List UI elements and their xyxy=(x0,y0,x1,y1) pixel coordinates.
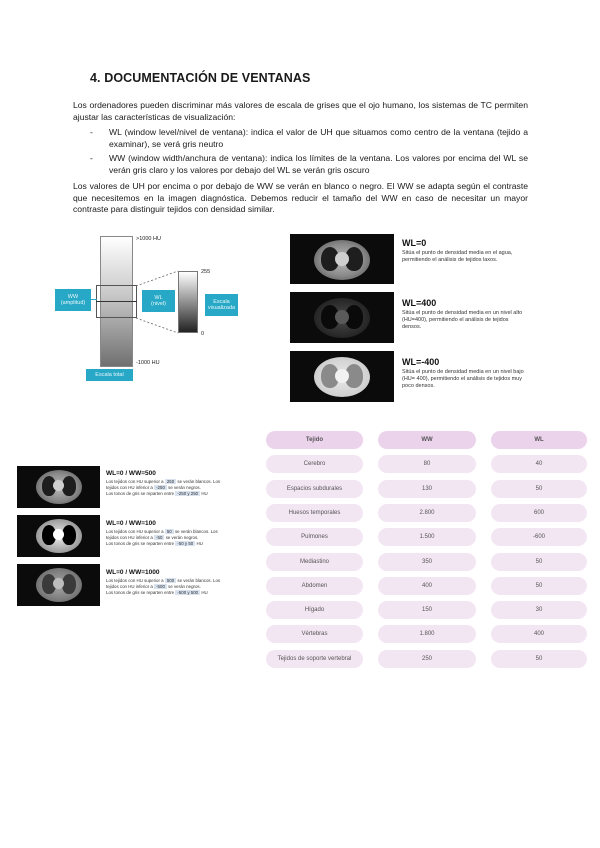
table-cell: Pulmones xyxy=(266,528,363,546)
wl-box-label: WL xyxy=(154,294,163,301)
ct-image-ww100 xyxy=(17,515,100,557)
table-cell: Huesos temporales xyxy=(266,504,363,522)
min-gray-label: 0 xyxy=(201,331,205,337)
table-cell: -600 xyxy=(491,528,587,546)
wl400-info xyxy=(402,298,526,330)
visible-scale-sub: visualizada xyxy=(207,305,236,311)
ww1000-info xyxy=(106,569,260,595)
bullet-ww xyxy=(90,153,528,176)
table-cell: 50 xyxy=(491,480,587,498)
table-cell: 30 xyxy=(491,601,587,619)
table-cell: Espacios subdurales xyxy=(266,480,363,498)
bullet-wl xyxy=(90,127,528,150)
ww-box xyxy=(55,289,91,311)
bullet-dash: - xyxy=(90,127,93,137)
table-cell: 250 xyxy=(378,650,476,668)
table-cell: Mediastino xyxy=(266,553,363,571)
wl-400-title: WL=-400 xyxy=(402,357,440,367)
wl-400-info xyxy=(402,357,526,389)
bottom-hu-label: -1000 HU xyxy=(136,360,160,366)
visible-scale-box xyxy=(205,294,238,316)
closing-paragraph: Los valores de UH por encima o por debajo de WW se verán en blanco o negro. El WW se adapta según el contraste que necesitemos en la imagen diagnóstica. Debemos reducir el tamaño del WW en caso de necesitar un mayor contraste para distinguir tejidos con densidad similar. xyxy=(73,181,528,215)
table-cell: Abdomen xyxy=(266,577,363,595)
ct-image-wl-400 xyxy=(290,351,394,402)
ww100-title: WL=0 / WW=100 xyxy=(106,520,156,527)
ct-image-ww1000 xyxy=(17,564,100,606)
bullet-wl-text: WL (window level/nivel de ventana): indica el valor de UH que situamos como centro de la ventana (tejido a examinar), se verá gris neutro xyxy=(109,127,528,149)
ww500-desc: Los tejidos con HU superior a 250 se verán blancos. Los tejidos con HU inferior a -250 se verán negros. Los tonos de gris se reparten entre -250 y 250 HU xyxy=(106,479,221,496)
table-cell: Cerebro xyxy=(266,455,363,473)
bullet-ww-text: WW (window width/anchura de ventana): indica los límites de la ventana. Los valores por encima del WL se verán gris claro y los valores por debajo del WL se verán gris oscuro xyxy=(109,153,528,175)
table-cell: 50 xyxy=(491,650,587,668)
wl-box xyxy=(142,290,175,312)
ww500-title: WL=0 / WW=500 xyxy=(106,470,156,477)
wl-box-sub: (nivel) xyxy=(151,301,166,307)
ww-connector xyxy=(91,299,97,300)
wl400-desc: Sitúa el punto de densidad media en un nivel alto (HU=400), permitiendo el análisis de tejidos densos. xyxy=(402,310,523,330)
ct-image-ww500 xyxy=(17,466,100,508)
table-cell: 50 xyxy=(491,553,587,571)
table-cell: 400 xyxy=(491,625,587,643)
total-scale-box xyxy=(86,369,133,381)
wl-400-desc: Sitúa el punto de densidad media en un nivel bajo (HU= 400), permitiendo el análisis de tejidos muy poco densos. xyxy=(402,369,524,389)
table-header-cell: Tejido xyxy=(266,431,363,449)
ww1000-title: WL=0 / WW=1000 xyxy=(106,569,160,576)
window-center-line xyxy=(96,301,137,302)
table-header-cell: WL xyxy=(491,431,587,449)
table-cell: 1.800 xyxy=(378,625,476,643)
ww100-desc: Los tejidos con HU superior a 50 se verán blancos. Los tejidos con HU inferior a -50 se verán negros. Los tonos de gris se reparten entre -50 y 50 HU xyxy=(106,529,218,546)
table-cell: 600 xyxy=(491,504,587,522)
ww100-info xyxy=(106,520,260,546)
table-cell: 80 xyxy=(378,455,476,473)
wl0-desc: Sitúa el punto de densidad media en el agua, permitiendo el análisis de tejidos laxos. xyxy=(402,250,513,263)
max-gray-label: 255 xyxy=(201,269,211,275)
table-cell: 150 xyxy=(378,601,476,619)
ww1000-desc: Los tejidos con HU superior a 500 se verán blancos. Los tejidos con HU inferior a -500 se verán negros. Los tonos de gris se reparten entre -500 y 500 HU xyxy=(106,578,221,595)
wl400-title: WL=400 xyxy=(402,298,437,308)
ww500-info xyxy=(106,470,260,496)
table-cell: 350 xyxy=(378,553,476,571)
visible-scale-label: Escala xyxy=(213,298,230,305)
bullet-dash: - xyxy=(90,153,93,163)
table-cell: 130 xyxy=(378,480,476,498)
wl0-info xyxy=(402,238,522,264)
top-hu-label: >1000 HU xyxy=(136,236,161,242)
table-cell: Tejidos de soporte vertebral xyxy=(266,650,363,668)
table-cell: Hígado xyxy=(266,601,363,619)
section-heading: 4. DOCUMENTACIÓN DE VENTANAS xyxy=(90,71,311,85)
table-cell: 2.800 xyxy=(378,504,476,522)
table-cell: 40 xyxy=(491,455,587,473)
table-cell: Vértebras xyxy=(266,625,363,643)
visible-scale-bar xyxy=(178,271,198,333)
ct-image-wl400 xyxy=(290,292,394,343)
ct-image-wl0 xyxy=(290,234,394,284)
intro-paragraph: Los ordenadores pueden discriminar más valores de escala de grises que el ojo humano, los sistemas de TC permiten ajustar las características de visualización: xyxy=(73,100,528,122)
table-cell: 50 xyxy=(491,577,587,595)
table-cell: 400 xyxy=(378,577,476,595)
ww-box-label: WW xyxy=(67,293,79,300)
ww-box-sub: (amplitud) xyxy=(60,300,86,306)
table-header-cell: WW xyxy=(378,431,476,449)
wl0-title: WL=0 xyxy=(402,238,427,248)
total-scale-label: Escala total xyxy=(95,371,124,378)
table-cell: 1.500 xyxy=(378,528,476,546)
